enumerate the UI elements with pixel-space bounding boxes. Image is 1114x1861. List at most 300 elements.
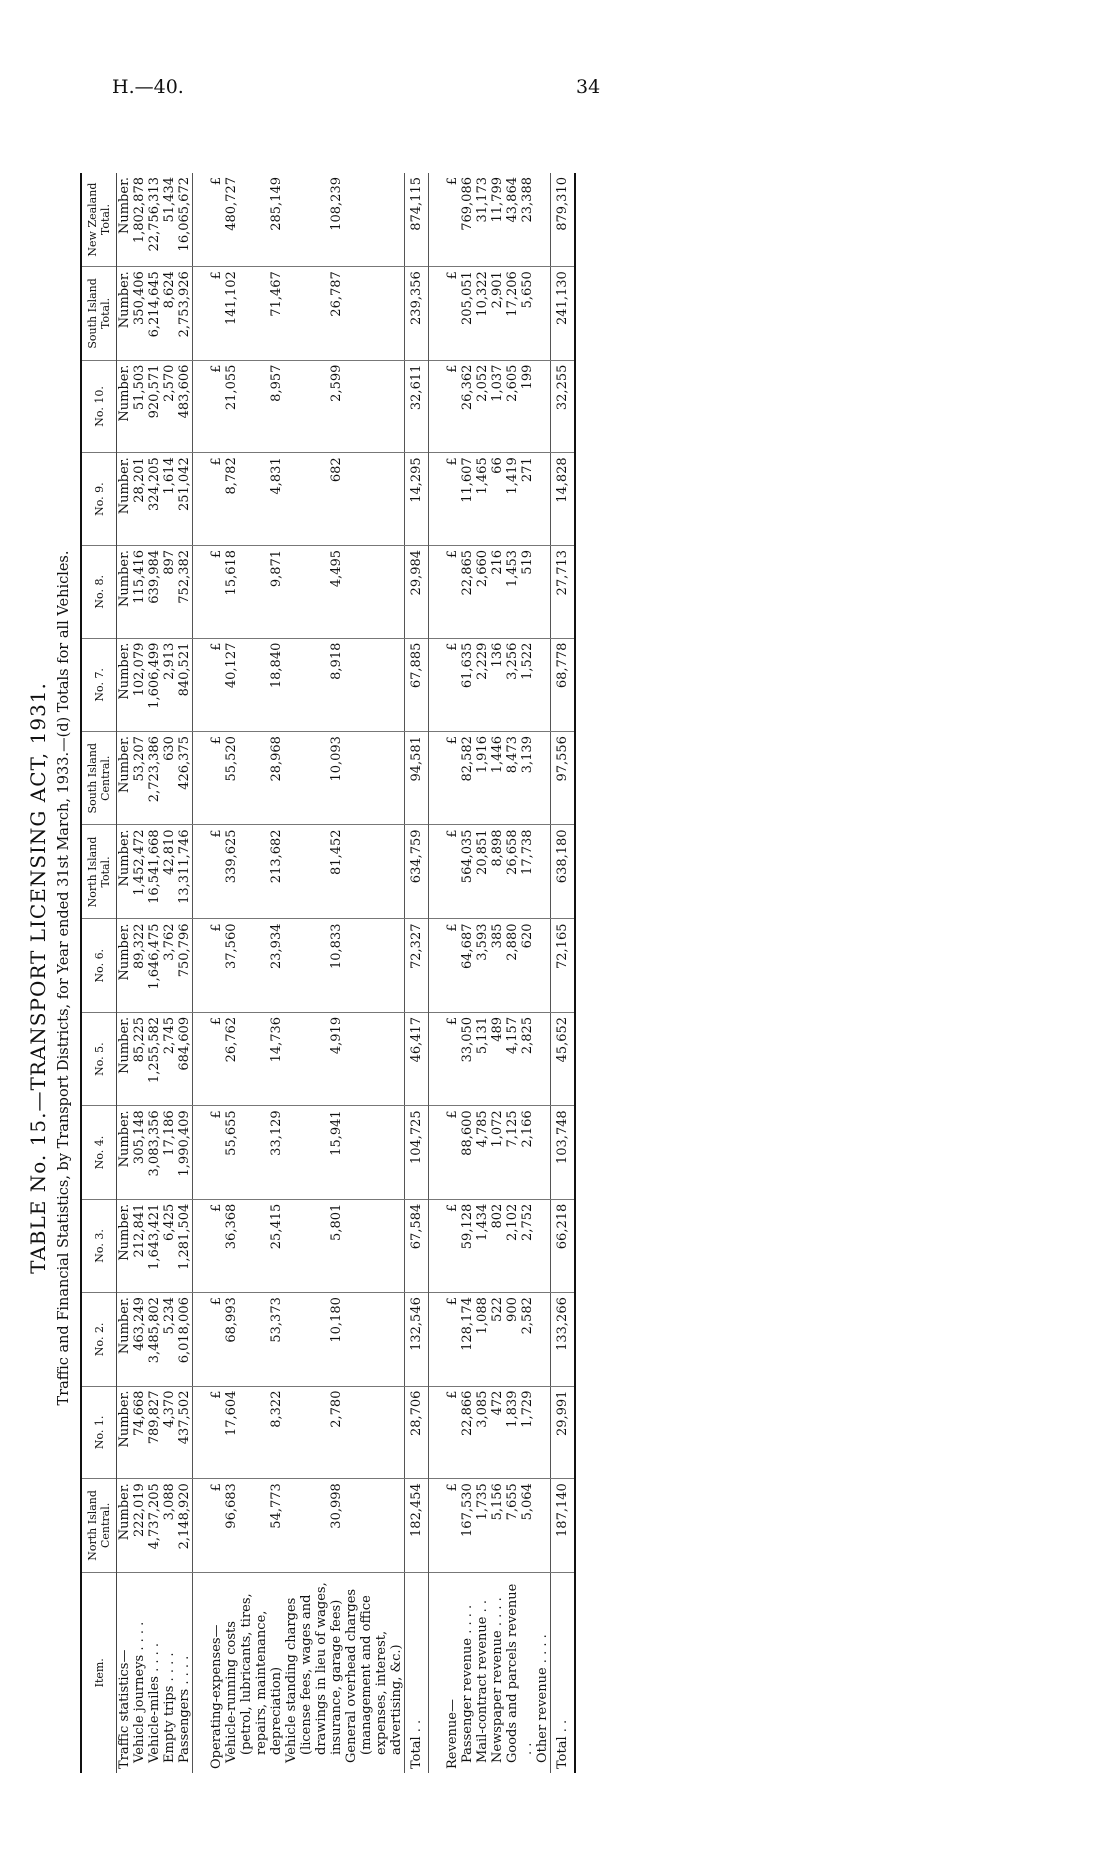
value-cell: 2,599 (329, 364, 344, 402)
value-cell: 10,322 (475, 271, 490, 317)
value-cell: 51,503 (132, 364, 147, 411)
value-cell: 385 (490, 923, 505, 949)
value-cell: 4,919 (329, 1016, 344, 1055)
row-label: Vehicle-running costs (petrol, lubricants, tires, repairs, maintenance, depreciation) (224, 1593, 284, 1763)
value-cell: 128,174 (460, 1297, 475, 1351)
value-cell: 71,467 (269, 271, 284, 317)
value-cell: 2,052 (475, 364, 490, 402)
unit-label: £ (209, 1203, 224, 1212)
value-cell: 1,037 (490, 364, 505, 402)
value-cell: 4,831 (269, 457, 284, 495)
value-cell: 639,984 (147, 549, 162, 604)
value-cell: 15,941 (329, 1110, 344, 1156)
unit-label: £ (209, 642, 224, 651)
row-label: Mail-contract revenue . . (475, 1600, 490, 1763)
value-cell: 25,415 (269, 1203, 284, 1250)
value-cell: 9,871 (269, 549, 284, 588)
blank-cell (429, 1012, 446, 1105)
value-cell: 682 (329, 457, 344, 483)
value-cell: 8,957 (269, 364, 284, 402)
value-cell: 5,234 (162, 1297, 177, 1335)
value-cell: 36,368 (224, 1203, 239, 1250)
total-value: 103,748 (551, 1106, 576, 1199)
value-cell: 8,898 (490, 829, 505, 867)
value-cell: 2,660 (475, 549, 490, 588)
value-cell: 61,635 (460, 642, 475, 689)
unit-label: £ (445, 1203, 460, 1212)
value-cell: 1,614 (162, 457, 177, 495)
value-cell: 11,799 (490, 177, 505, 223)
blank-cell (429, 1106, 446, 1199)
unit-label: £ (209, 1297, 224, 1306)
operating-total-row (405, 173, 429, 1773)
data-column (209, 919, 405, 1012)
revenue-block (445, 173, 551, 1773)
value-cell: 18,840 (269, 642, 284, 689)
unit-label: £ (209, 364, 224, 373)
value-cell: 16,541,668 (147, 829, 162, 904)
total-value: 874,115 (405, 173, 429, 267)
col-header: No. 5. (81, 1012, 117, 1105)
revenue-total-row (551, 173, 576, 1773)
value-cell: 6,018,006 (177, 1297, 192, 1364)
value-cell: 43,864 (505, 177, 520, 223)
total-value: 27,713 (551, 545, 576, 638)
blank-cell (193, 1012, 210, 1105)
unit-label: Number. (117, 1297, 132, 1355)
col-header: No. 9. (81, 453, 117, 546)
blank-cell (193, 1386, 210, 1479)
blank-cell (193, 545, 210, 638)
value-cell: 684,609 (177, 1016, 192, 1071)
data-column (445, 1386, 551, 1479)
data-column (209, 1106, 405, 1199)
rotated-table-page (12, 128, 812, 1828)
col-header: No. 1. (81, 1386, 117, 1479)
total-value: 29,984 (405, 545, 429, 638)
value-cell: 54,773 (269, 1483, 284, 1529)
value-cell: 55,520 (224, 736, 239, 782)
unit-label: £ (209, 457, 224, 466)
unit-label: £ (209, 1016, 224, 1026)
unit-label: £ (209, 549, 224, 559)
data-column (209, 732, 405, 825)
data-column (445, 453, 551, 546)
data-column (117, 825, 193, 919)
value-cell: 1,646,475 (147, 923, 162, 990)
unit-label: £ (209, 829, 224, 838)
value-cell: 53,207 (132, 736, 147, 782)
data-column (445, 638, 551, 731)
value-cell: 6,214,645 (147, 271, 162, 338)
value-cell: 1,522 (520, 642, 535, 680)
value-cell: 22,756,313 (147, 177, 162, 252)
value-cell: 23,934 (269, 923, 284, 969)
total-value: 14,828 (551, 453, 576, 546)
value-cell: 519 (520, 549, 535, 575)
value-cell: 750,796 (177, 923, 192, 978)
value-cell: 17,206 (505, 271, 520, 317)
total-value: 133,266 (551, 1293, 576, 1386)
value-cell: 480,727 (224, 177, 239, 231)
unit-label: Number. (117, 364, 132, 422)
table-subtitle: Traffic and Financial Statistics, by Transport Districts, for Year ended 31st March, 1933.—(d) Totals for all Vehicles. (56, 550, 72, 1406)
value-cell: 4,495 (329, 549, 344, 588)
unit-label: £ (445, 271, 460, 280)
row-label: Passengers . . . . (177, 1655, 192, 1763)
value-cell: 74,668 (132, 1390, 147, 1437)
value-cell: 920,571 (147, 364, 162, 419)
data-column (117, 453, 193, 546)
value-cell: 31,173 (475, 177, 490, 223)
value-cell: 1,916 (475, 736, 490, 774)
total-value: 182,454 (405, 1479, 429, 1572)
value-cell: 2,102 (505, 1203, 520, 1241)
total-value: 72,327 (405, 919, 429, 1012)
data-column (117, 638, 193, 731)
value-cell: 1,606,499 (147, 642, 162, 709)
value-cell: 2,780 (329, 1390, 344, 1428)
total-label: Total . . (405, 1572, 429, 1773)
value-cell: 23,388 (520, 177, 535, 223)
value-cell: 437,502 (177, 1390, 192, 1445)
total-value: 239,356 (405, 267, 429, 360)
total-value: 634,759 (405, 825, 429, 919)
value-cell: 22,866 (460, 1390, 475, 1437)
unit-label: £ (209, 736, 224, 745)
value-cell: 5,064 (520, 1483, 535, 1521)
page-number: 34 (576, 76, 601, 98)
blank-cell (429, 825, 446, 919)
value-cell: 20,851 (475, 829, 490, 875)
row-label: Goods and parcels revenue . . (505, 1583, 535, 1763)
unit-label: £ (445, 364, 460, 373)
value-cell: 33,050 (460, 1016, 475, 1063)
unit-label: £ (209, 1483, 224, 1492)
unit-label: £ (209, 271, 224, 280)
blank-cell (429, 1386, 446, 1479)
value-cell: 472 (490, 1390, 505, 1416)
col-header: No. 3. (81, 1199, 117, 1292)
data-column (445, 1012, 551, 1105)
value-cell: 2,880 (505, 923, 520, 961)
value-cell: 136 (490, 642, 505, 668)
value-cell: 2,148,920 (177, 1483, 192, 1550)
total-value: 32,255 (551, 360, 576, 453)
traffic-labels (117, 1572, 193, 1773)
blank-cell (193, 267, 210, 360)
value-cell: 17,738 (520, 829, 535, 875)
section-heading: Revenue— (445, 1699, 460, 1769)
value-cell: 752,382 (177, 549, 192, 604)
unit-label: Number. (117, 549, 132, 607)
operating-block (209, 173, 405, 1773)
blank-cell (429, 638, 446, 731)
value-cell: 1,281,504 (177, 1203, 192, 1270)
total-value: 132,546 (405, 1293, 429, 1386)
value-cell: 2,753,926 (177, 271, 192, 338)
value-cell: 1,434 (475, 1203, 490, 1241)
unit-label: £ (209, 1390, 224, 1399)
value-cell: 13,311,746 (177, 829, 192, 904)
blank-cell (429, 545, 446, 638)
value-cell: 26,362 (460, 364, 475, 411)
unit-label: Number. (117, 829, 132, 887)
row-label: Vehicle-miles . . . . (147, 1642, 162, 1763)
blank-cell (429, 360, 446, 453)
value-cell: 53,373 (269, 1297, 284, 1343)
value-cell: 66 (490, 457, 505, 474)
value-cell: 2,901 (490, 271, 505, 309)
value-cell: 426,375 (177, 736, 192, 790)
data-column (209, 545, 405, 638)
unit-label: £ (445, 549, 460, 559)
blank-cell (429, 1572, 446, 1773)
value-cell: 199 (520, 364, 535, 390)
value-cell: 216 (490, 549, 505, 575)
row-label: Passenger revenue . . . . (460, 1604, 475, 1763)
unit-label: £ (209, 1110, 224, 1119)
row-label: Other revenue . . . . (535, 1634, 550, 1763)
value-cell: 212,841 (132, 1203, 147, 1258)
value-cell: 8,782 (224, 457, 239, 495)
data-column (117, 360, 193, 453)
row-label: Empty trips . . . . (162, 1652, 177, 1763)
blank-cell (193, 360, 210, 453)
data-column (117, 919, 193, 1012)
value-cell: 2,605 (505, 364, 520, 402)
value-cell: 620 (520, 923, 535, 949)
unit-label: Number. (117, 1016, 132, 1074)
data-column (209, 453, 405, 546)
total-value: 104,725 (405, 1106, 429, 1199)
data-column (209, 360, 405, 453)
value-cell: 4,737,205 (147, 1483, 162, 1550)
unit-label: £ (445, 1483, 460, 1492)
value-cell: 1,419 (505, 457, 520, 495)
value-cell: 5,156 (490, 1483, 505, 1521)
section-separator (429, 173, 446, 1773)
value-cell: 68,993 (224, 1297, 239, 1343)
row-label: Newspaper revenue . . . . (490, 1597, 505, 1763)
row-label: Vehicle journeys . . . . (132, 1621, 147, 1763)
value-cell: 5,801 (329, 1203, 344, 1241)
data-column (209, 1199, 405, 1292)
value-cell: 6,425 (162, 1203, 177, 1241)
value-cell: 4,785 (475, 1110, 490, 1148)
col-header: No. 10. (81, 360, 117, 453)
value-cell: 14,736 (269, 1016, 284, 1063)
value-cell: 1,255,582 (147, 1016, 162, 1084)
value-cell: 26,658 (505, 829, 520, 875)
data-column (209, 1479, 405, 1572)
value-cell: 1,729 (520, 1390, 535, 1428)
data-column (117, 1479, 193, 1572)
total-value: 14,295 (405, 453, 429, 546)
value-cell: 2,723,386 (147, 736, 162, 803)
unit-label: Number. (117, 271, 132, 329)
value-cell: 3,085 (475, 1390, 490, 1428)
unit-label: £ (445, 1016, 460, 1026)
value-cell: 350,406 (132, 271, 147, 325)
value-cell: 115,416 (132, 549, 147, 604)
value-cell: 1,802,878 (132, 177, 147, 244)
unit-label: £ (445, 736, 460, 745)
value-cell: 802 (490, 1203, 505, 1229)
total-value: 67,584 (405, 1199, 429, 1292)
total-value: 67,885 (405, 638, 429, 731)
operating-labels (209, 1572, 405, 1773)
unit-label: Number. (117, 642, 132, 700)
blank-cell (429, 453, 446, 546)
value-cell: 141,102 (224, 271, 239, 325)
data-column (445, 1293, 551, 1386)
value-cell: 3,762 (162, 923, 177, 961)
value-cell: 88,600 (460, 1110, 475, 1156)
data-column (445, 919, 551, 1012)
blank-cell (193, 732, 210, 825)
value-cell: 167,530 (460, 1483, 475, 1537)
blank-cell (429, 1199, 446, 1292)
value-cell: 10,833 (329, 923, 344, 969)
total-value: 32,611 (405, 360, 429, 453)
value-cell: 1,088 (475, 1297, 490, 1335)
col-header: No. 2. (81, 1293, 117, 1386)
document-reference: H.—40. (112, 76, 184, 98)
col-header: New Zealand Total. (81, 173, 117, 267)
value-cell: 789,827 (147, 1390, 162, 1445)
unit-label: Number. (117, 1390, 132, 1448)
data-column (117, 545, 193, 638)
blank-cell (429, 1293, 446, 1386)
value-cell: 64,687 (460, 923, 475, 969)
value-cell: 40,127 (224, 642, 239, 689)
unit-label: Number. (117, 457, 132, 515)
value-cell: 522 (490, 1297, 505, 1322)
value-cell: 8,918 (329, 642, 344, 680)
col-header: South Island Central. (81, 732, 117, 825)
unit-label: Number. (117, 1110, 132, 1168)
blank-cell (193, 453, 210, 546)
data-column (209, 825, 405, 919)
value-cell: 96,683 (224, 1483, 239, 1529)
total-value: 94,581 (405, 732, 429, 825)
unit-label: £ (445, 457, 460, 466)
total-value: 72,165 (551, 919, 576, 1012)
value-cell: 285,149 (269, 177, 284, 231)
col-header: Item. (81, 1572, 117, 1773)
value-cell: 15,618 (224, 549, 239, 596)
value-cell: 11,607 (460, 457, 475, 503)
value-cell: 4,157 (505, 1016, 520, 1055)
traffic-block (117, 173, 193, 1773)
blank-cell (429, 267, 446, 360)
value-cell: 1,839 (505, 1390, 520, 1428)
value-cell: 3,088 (162, 1483, 177, 1521)
total-label: Total . . (551, 1572, 576, 1773)
blank-cell (429, 1479, 446, 1572)
data-column (117, 1199, 193, 1292)
value-cell: 22,865 (460, 549, 475, 596)
value-cell: 2,745 (162, 1016, 177, 1055)
unit-label: Number. (117, 177, 132, 235)
value-cell: 222,019 (132, 1483, 147, 1537)
total-value: 28,706 (405, 1386, 429, 1479)
unit-label: Number. (117, 736, 132, 794)
data-column (117, 173, 193, 267)
data-column (445, 732, 551, 825)
data-column (209, 1386, 405, 1479)
col-header: No. 6. (81, 919, 117, 1012)
data-column (445, 1479, 551, 1572)
unit-label: £ (445, 177, 460, 186)
data-column (117, 267, 193, 360)
total-value: 241,130 (551, 267, 576, 360)
blank-cell (429, 173, 446, 267)
total-value: 66,218 (551, 1199, 576, 1292)
data-column (209, 173, 405, 267)
value-cell: 564,035 (460, 829, 475, 884)
value-cell: 489 (490, 1016, 505, 1042)
unit-label: Number. (117, 1203, 132, 1261)
value-cell: 26,762 (224, 1016, 239, 1063)
value-cell: 7,125 (505, 1110, 520, 1148)
table-title: TABLE No. 15.—TRANSPORT LICENSING ACT, 1931. (26, 682, 50, 1274)
value-cell: 81,452 (329, 829, 344, 875)
data-column (209, 638, 405, 731)
value-cell: 8,624 (162, 271, 177, 309)
value-cell: 769,086 (460, 177, 475, 231)
blank-cell (193, 825, 210, 919)
value-cell: 16,065,672 (177, 177, 192, 252)
blank-cell (193, 173, 210, 267)
value-cell: 5,131 (475, 1016, 490, 1055)
unit-label: £ (445, 1110, 460, 1119)
total-value: 29,991 (551, 1386, 576, 1479)
value-cell: 339,625 (224, 829, 239, 884)
value-cell: 1,446 (490, 736, 505, 774)
total-value: 638,180 (551, 825, 576, 919)
total-value: 879,310 (551, 173, 576, 267)
blank-cell (193, 1199, 210, 1292)
data-column (117, 1293, 193, 1386)
unit-label: Number. (117, 923, 132, 981)
value-cell: 7,655 (505, 1483, 520, 1521)
row-label: General overhead charges (management and office expenses, interest, advertising, &c.) (344, 1588, 404, 1763)
value-cell: 205,051 (460, 271, 475, 325)
data-column (445, 360, 551, 453)
unit-label: £ (445, 1390, 460, 1399)
unit-label: £ (209, 923, 224, 932)
blank-cell (193, 1293, 210, 1386)
value-cell: 21,055 (224, 364, 239, 411)
value-cell: 82,582 (460, 736, 475, 782)
total-value: 97,556 (551, 732, 576, 825)
value-cell: 3,593 (475, 923, 490, 961)
value-cell: 89,322 (132, 923, 147, 969)
value-cell: 2,913 (162, 642, 177, 680)
data-column (209, 1293, 405, 1386)
value-cell: 42,810 (162, 829, 177, 875)
value-cell: 33,129 (269, 1110, 284, 1156)
total-value: 46,417 (405, 1012, 429, 1105)
total-value: 187,140 (551, 1479, 576, 1572)
value-cell: 483,606 (177, 364, 192, 419)
header-row (81, 173, 117, 1773)
value-cell: 59,128 (460, 1203, 475, 1250)
value-cell: 10,093 (329, 736, 344, 782)
value-cell: 10,180 (329, 1297, 344, 1343)
